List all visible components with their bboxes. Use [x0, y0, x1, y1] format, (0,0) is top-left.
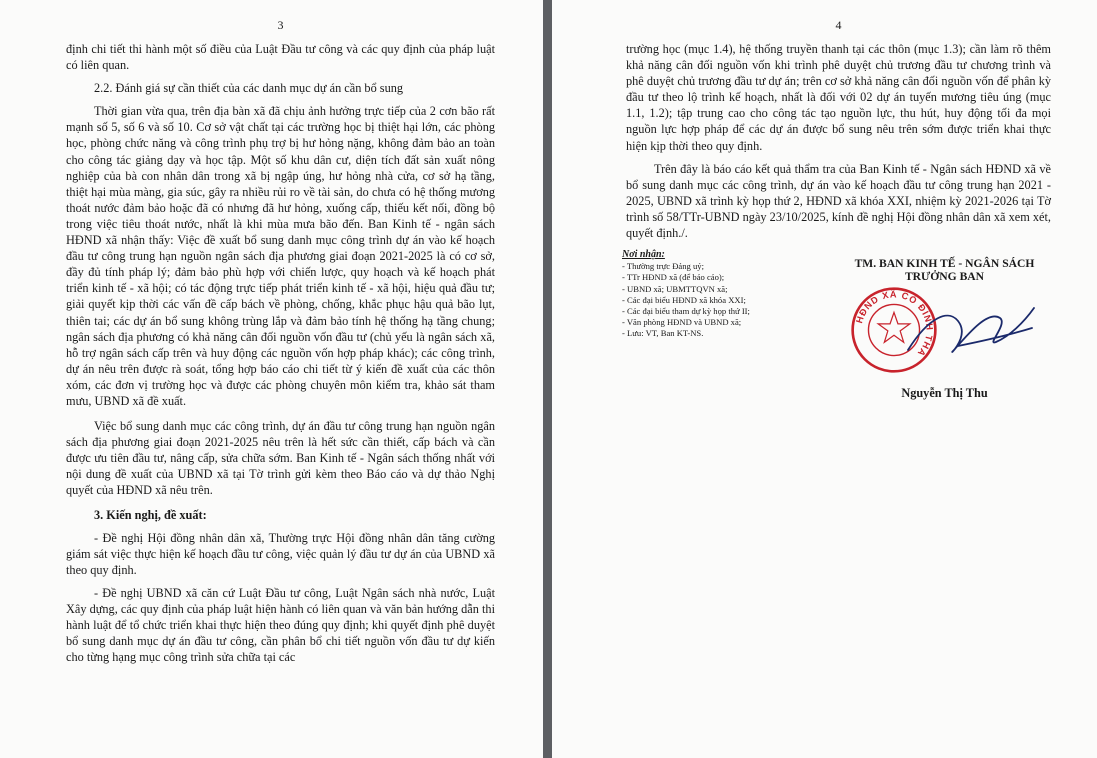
recipient-item: - Thường trực Đảng uỷ; [622, 261, 704, 272]
recipient-item: - Lưu: VT, Ban KT-NS. [622, 328, 704, 339]
section-heading: 2.2. Đánh giá sự cần thiết của các danh mục dự án cần bổ sung [94, 81, 404, 96]
recipients-list [622, 249, 832, 340]
page-4 [552, 0, 1097, 758]
recipient-item: - Các đại biểu HĐND xã khóa XXI; [622, 294, 746, 305]
recipients-title: Nơi nhận: [622, 249, 665, 260]
page-number: 3 [277, 18, 284, 32]
page-number: 4 [835, 18, 842, 32]
paragraph: định chi tiết thi hành một số điều của Luật Đầu tư công và các quy định của pháp luật có liên quan. [66, 42, 495, 73]
seal-text: HĐND XÃ CÓ ĐÌNH THA [854, 289, 935, 359]
paragraph: Thời gian vừa qua, trên địa bàn xã đã chịu ảnh hưởng trực tiếp của 2 cơn bão rất mạnh số 5, số 6 và số 10. Cơ sở vật chất tại các trường học bị thiệt hại lớn, các phòng học, phòng chức năng và công trình phụ trợ bị hư hỏng nặng, không đảm bảo an toàn cho công tác giảng dạy và học tập. Một số khu dân cư, diện tích đất sản xuất nông nghiệp của bà con nhân dân trong xã bị ngập úng, hư hỏng nhà cửa, cơ sở hạ tầng, thiệt hại mùa màng, gia súc, gây ra nhiều rủi ro về tài sản, do chưa có hệ thống mương thoát nước đảm bảo hoặc đã có nhưng đã hư hỏng, xuống cấp, thiếu kết nối, đồng bộ trong việc tiêu thoát nước, nhất là khi mùa mưa bão đến. Ban Kinh tế - ngân sách HĐND xã nhận thấy: Việc đề xuất bổ sung danh mục công trình dự án vào kế hoạch đầu tư công trung hạn nguồn ngân sách địa phương giai đoạn 2021-2025 là có cơ sở, đầy đủ tính pháp lý; đảm bảo phù hợp với chiến lược, quy hoạch và kế hoạch phát triển kinh tế - xã hội; có tác động trực tiếp phát triển kinh tế - xã hội, hiệu quả đầu tư; giải quyết kịp thời các vấn đề cấp bách về phòng, chống, khắc phục hậu quả bão lụt, thiên tai; các dự án bổ sung không trùng lắp và đảm bảo tính hệ thống hạ tầng chung; ngân sách địa phương có khả năng cân đối nguồn vốn đầu tư (chủ yếu là ngân sách xã, hỗ trợ ngân sách cấp trên và huy động các nguồn vốn hợp pháp khác); các công trình, dự án nêu trên được rà soát, tổng hợp báo cáo chi tiết từ ý kiến đề xuất của các thôn xóm, các đơn vị trường học và được các phòng chuyên môn kiểm tra, khảo sát tham mưu, UBND xã đề xuất. [66, 104, 495, 408]
recipient-item: - UBND xã; UBMTTQVN xã; [622, 283, 728, 294]
paragraph: - Đề nghị UBND xã căn cứ Luật Đầu tư công, Luật Ngân sách nhà nước, Luật Xây dựng, các quy định của pháp luật hiện hành có liên quan và văn bản hướng dẫn thi hành luật để tổ chức triển khai thực hiện theo đúng quy định; khi quyết định phê duyệt bổ sung danh mục dự án đầu tư công, cần phân bổ chi tiết nguồn vốn đầu tư dự kiến cho từng hạng mục công trình sửa chữa tại các [66, 585, 495, 665]
recipient-item: - TTr HĐND xã (để báo cáo); [622, 272, 725, 283]
recipient-item: - Văn phòng HĐND và UBND xã; [622, 317, 742, 328]
recipient-item: - Các đại biểu tham dự kỳ họp thứ II; [622, 306, 750, 317]
signer-name: Nguyễn Thị Thu [901, 386, 988, 400]
sign-org: TM. BAN KINH TẾ - NGÂN SÁCH [854, 257, 1035, 270]
paragraph: trường học (mục 1.4), hệ thống truyền thanh tại các thôn (mục 1.3); cần làm rõ thêm khả năng cân đối nguồn vốn khi trình phê duyệt chủ trương đầu tư chương trình và phê duyệt chủ trương đầu tư dự án; trên cơ sở khả năng cân đối nguồn vốn để phân kỳ đầu tư theo lộ trình kế hoạch, nhất là đối với 02 dự án tuyến mương tiêu úng (mục 1.1, 1.2); tập trung cao cho công tác tạo nguồn lực, thu hút, huy động tối đa mọi nguồn lực hợp pháp để các dự án được bổ sung nêu trên sớm được triển khai thực hiện kịp thời theo quy định. [626, 42, 1051, 153]
page-3 [0, 0, 543, 758]
paragraph: Việc bổ sung danh mục các công trình, dự án đầu tư công trung hạn nguồn ngân sách địa phương giai đoạn 2021-2025 nêu trên là hết sức cần thiết, cấp bách và cần được ưu tiên đầu tư, nâng cấp, sửa chữa sớm. Ban Kinh tế - Ngân sách thống nhất với nội dung đề xuất của UBND xã tại Tờ trình gửi kèm theo Báo cáo và dự thảo Nghị quyết của HĐND xã nêu trên. [66, 419, 495, 498]
paragraph: - Đề nghị Hội đồng nhân dân xã, Thường trực Hội đồng nhân dân tăng cường giám sát việc thực hiện kế hoạch đầu tư công, việc quản lý đầu tư dự án của UBND xã theo quy định. [66, 530, 495, 577]
sign-role: TRƯỞNG BAN [904, 270, 985, 283]
handwritten-signature-icon [888, 288, 1038, 378]
paragraph: Trên đây là báo cáo kết quả thẩm tra của Ban Kinh tế - Ngân sách HĐND xã về bổ sung danh mục các công trình, dự án vào kế hoạch đầu tư công trung hạn 2021 - 2025, UBND xã trình kỳ họp thứ 2, HĐND xã khóa XXI, nhiệm kỳ 2021-2026 tại Tờ trình số 58/TTr-UBND ngày 23/10/2025, kính đề nghị Hội đồng nhân dân xã xem xét, quyết định./. [626, 161, 1051, 241]
section-heading: 3. Kiến nghị, đề xuất: [94, 507, 207, 522]
signature-block-title [822, 257, 1067, 283]
